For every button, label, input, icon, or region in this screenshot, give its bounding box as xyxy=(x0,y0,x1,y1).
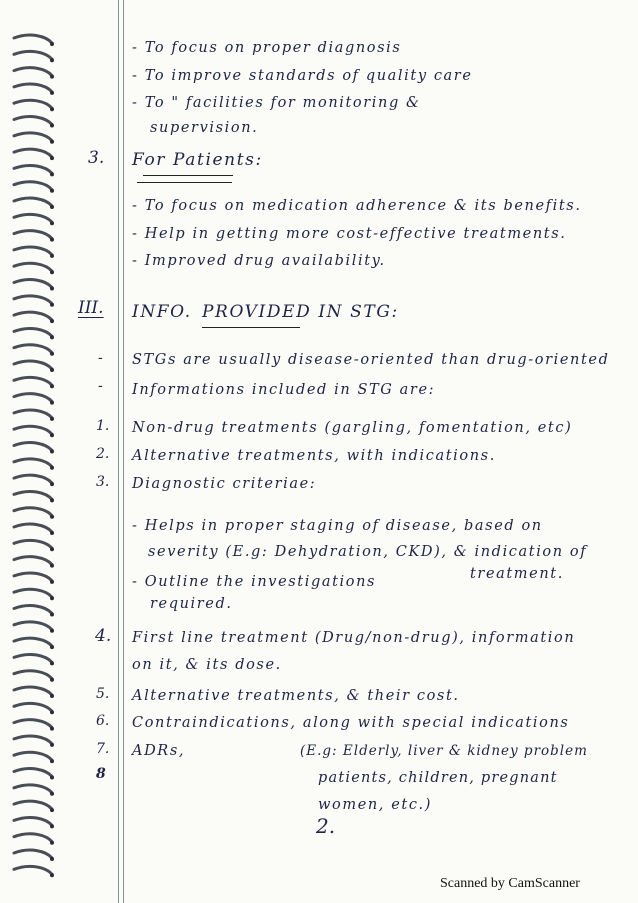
heading-underline xyxy=(143,175,233,176)
text-line: treatment. xyxy=(470,566,564,582)
text-line: - To improve standards of quality care xyxy=(132,68,473,84)
text-line: Alternative treatments, with indications. xyxy=(132,448,496,464)
text-line: on it, & its dose. xyxy=(132,657,282,673)
text-line: Alternative treatments, & their cost. xyxy=(132,688,460,704)
text-line: - Help in getting more cost-effective treatments. xyxy=(132,226,567,242)
item-number: 4. xyxy=(95,626,112,646)
bullet-dash: - xyxy=(98,378,103,394)
item-number: 3. xyxy=(96,474,110,490)
item-number: 1. xyxy=(96,418,110,434)
text-line: Informations included in STG are: xyxy=(132,382,436,398)
item-number: 6. xyxy=(96,713,110,729)
section-heading-prefix: INFO. xyxy=(132,302,192,322)
item-number: 8 xyxy=(96,766,106,782)
section-heading: For Patients: xyxy=(132,150,263,170)
text-line: - Helps in proper staging of disease, based on xyxy=(132,518,543,534)
text-line: - To " facilities for monitoring & xyxy=(132,95,421,111)
text-line: - To focus on proper diagnosis xyxy=(132,40,402,56)
text-line: - Improved drug availability. xyxy=(132,253,386,269)
item-number: 2. xyxy=(96,446,110,462)
text-line: - To focus on medication adherence & its benefits. xyxy=(132,198,582,214)
section-heading: PROVIDED IN STG: xyxy=(202,302,399,322)
item-number: 7. xyxy=(96,741,110,757)
bullet-dash: - xyxy=(98,350,103,366)
spiral-binding xyxy=(0,0,60,903)
heading-underline xyxy=(137,182,232,183)
text-line: - Outline the investigations xyxy=(132,574,377,590)
heading-underline xyxy=(202,327,300,328)
item-number: 5. xyxy=(96,686,110,702)
text-line: required. xyxy=(150,596,233,612)
text-line: supervision. xyxy=(150,120,259,136)
text-line: Diagnostic criteriae: xyxy=(132,476,317,492)
text-line: severity (E.g: Dehydration, CKD), & indication of xyxy=(148,544,588,560)
scanner-watermark: Scanned by CamScanner xyxy=(440,876,580,891)
text-line: ADRs, xyxy=(132,743,186,759)
text-line: STGs are usually disease-oriented than drug-oriented xyxy=(132,352,610,368)
text-line: (E.g: Elderly, liver & kidney problem xyxy=(300,743,588,759)
page-number: 2. xyxy=(316,814,336,838)
margin-line xyxy=(123,0,124,903)
text-line: Non-drug treatments (gargling, fomentation, etc) xyxy=(132,420,573,436)
text-line: patients, children, pregnant xyxy=(318,770,558,786)
section-number: III. xyxy=(78,298,104,318)
text-line: women, etc.) xyxy=(318,797,433,813)
section-number: 3. xyxy=(88,148,105,168)
text-line: First line treatment (Drug/non-drug), information xyxy=(132,630,576,646)
margin-line xyxy=(118,0,119,903)
text-line: Contraindications, along with special indications xyxy=(132,715,570,731)
